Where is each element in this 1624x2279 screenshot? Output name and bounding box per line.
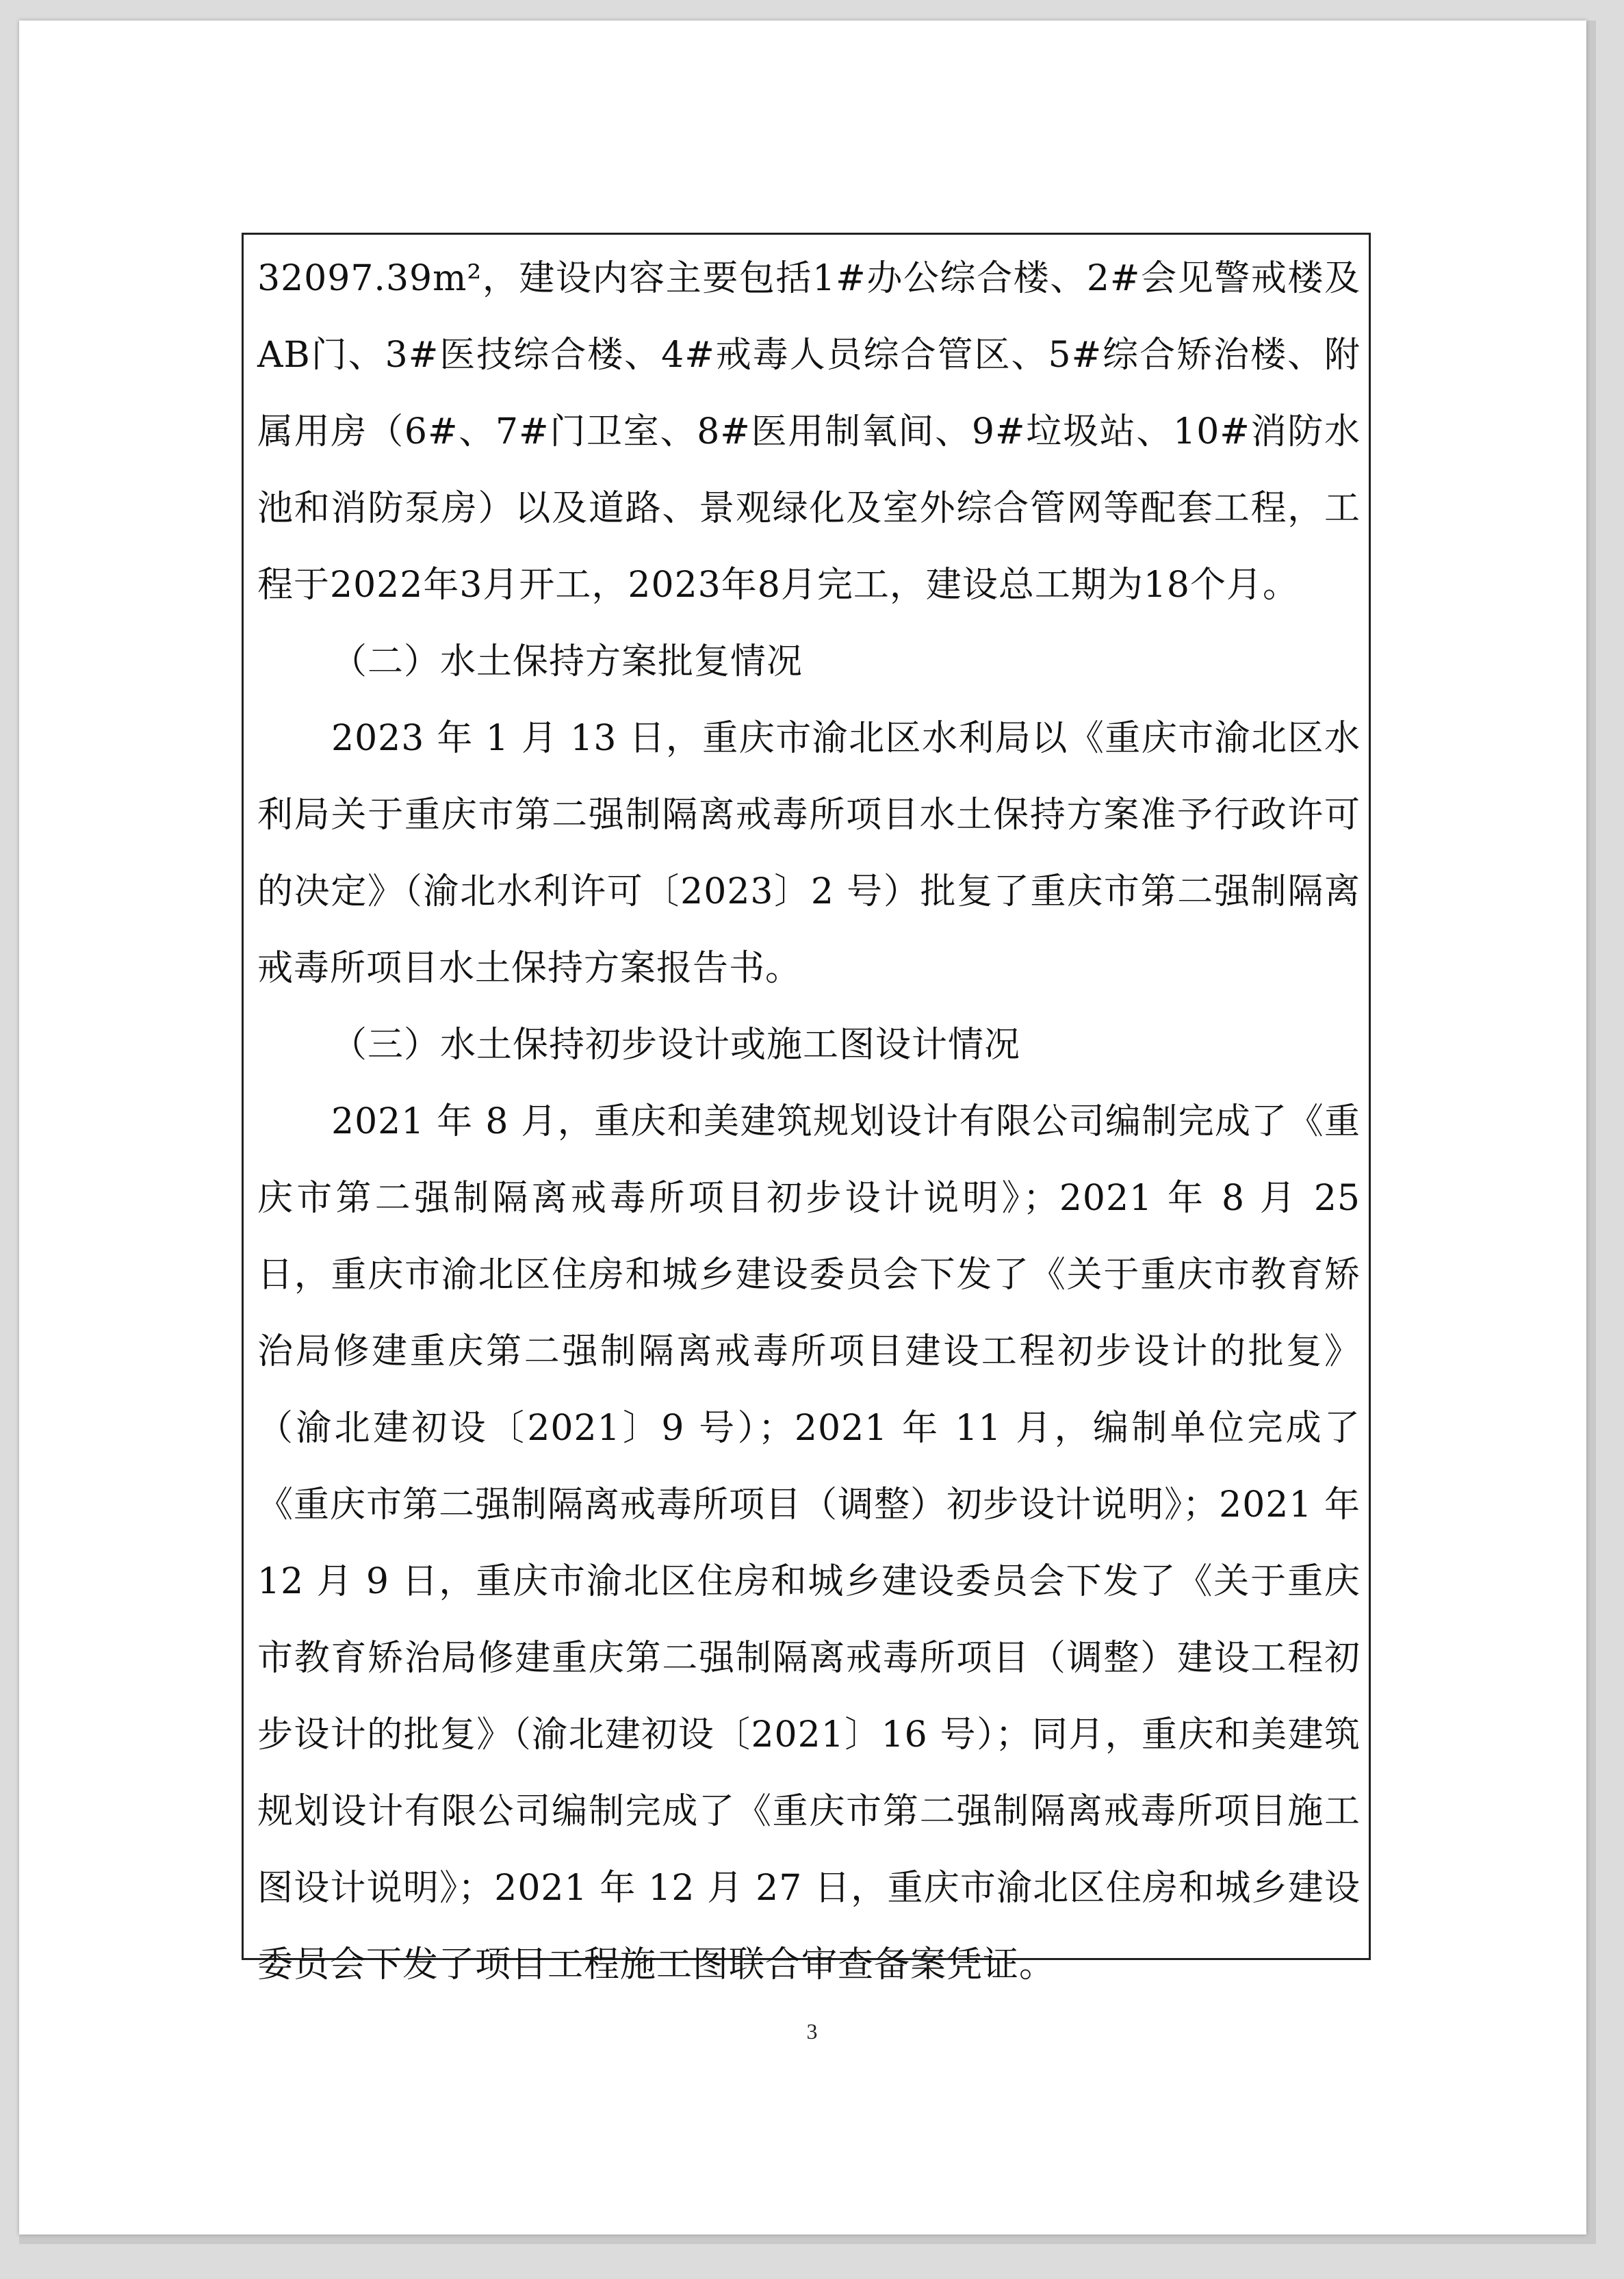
page-shadow-right (1586, 21, 1596, 2235)
body-text (257, 240, 1361, 2003)
section-heading-water-soil-plan-approval: （二）水土保持方案批复情况 (331, 641, 803, 682)
paragraph-project-overview: 32097.39m²，建设内容主要包括1#办公综合楼、2#会见警戒楼及AB门、3#医技综合楼、4#戒毒人员综合管区、5#综合矫治楼、附属用房（6#、7#门卫室、8#医用制氧间、9#垃圾站、10#消防水池和消防泵房）以及道路、景观绿化及室外综合管网等配套工程，工程于2022年3月开工，2023年8月完工，建设总工期为18个月。 (257, 258, 1361, 606)
section-heading-design: （三）水土保持初步设计或施工图设计情况 (331, 1025, 1021, 1066)
page-number: 3 (806, 2019, 818, 2044)
content-frame (242, 233, 1371, 1985)
paragraph-design: 2021 年 8 月，重庆和美建筑规划设计有限公司编制完成了《重庆市第二强制隔离戒毒所项目初步设计说明》；2021 年 8 月 25 日，重庆市渝北区住房和城乡建设委员会下发了《关于重庆市教育矫治局修建重庆第二强制隔离戒毒所项目建设工程初步设计的批复》（渝北建初设〔2021〕9 号）；2021 年 11 月，编制单位完成了《重庆市第二强制隔离戒毒所项目（调整）初步设计说明》；2021 年 12 月 9 日，重庆市渝北区住房和城乡建设委员会下发了《关于重庆市教育矫治局修建重庆第二强制隔离戒毒所项目（调整）建设工程初步设计的批复》（渝北建初设〔2021〕16 号）；同月，重庆和美建筑规划设计有限公司编制完成了《重庆市第二强制隔离戒毒所项目施工图设计说明》；2021 年 12 月 27 日，重庆市渝北区住房和城乡建设委员会下发了项目工程施工图联合审查备案凭证。 (257, 1101, 1361, 1985)
page-shadow-bottom (19, 2235, 1596, 2244)
paragraph-approval: 2023 年 1 月 13 日，重庆市渝北区水利局以《重庆市渝北区水利局关于重庆市第二强制隔离戒毒所项目水土保持方案准予行政许可的决定》（渝北水利许可〔2023〕2 号）批复了重庆市第二强制隔离戒毒所项目水土保持方案报告书。 (257, 718, 1361, 989)
